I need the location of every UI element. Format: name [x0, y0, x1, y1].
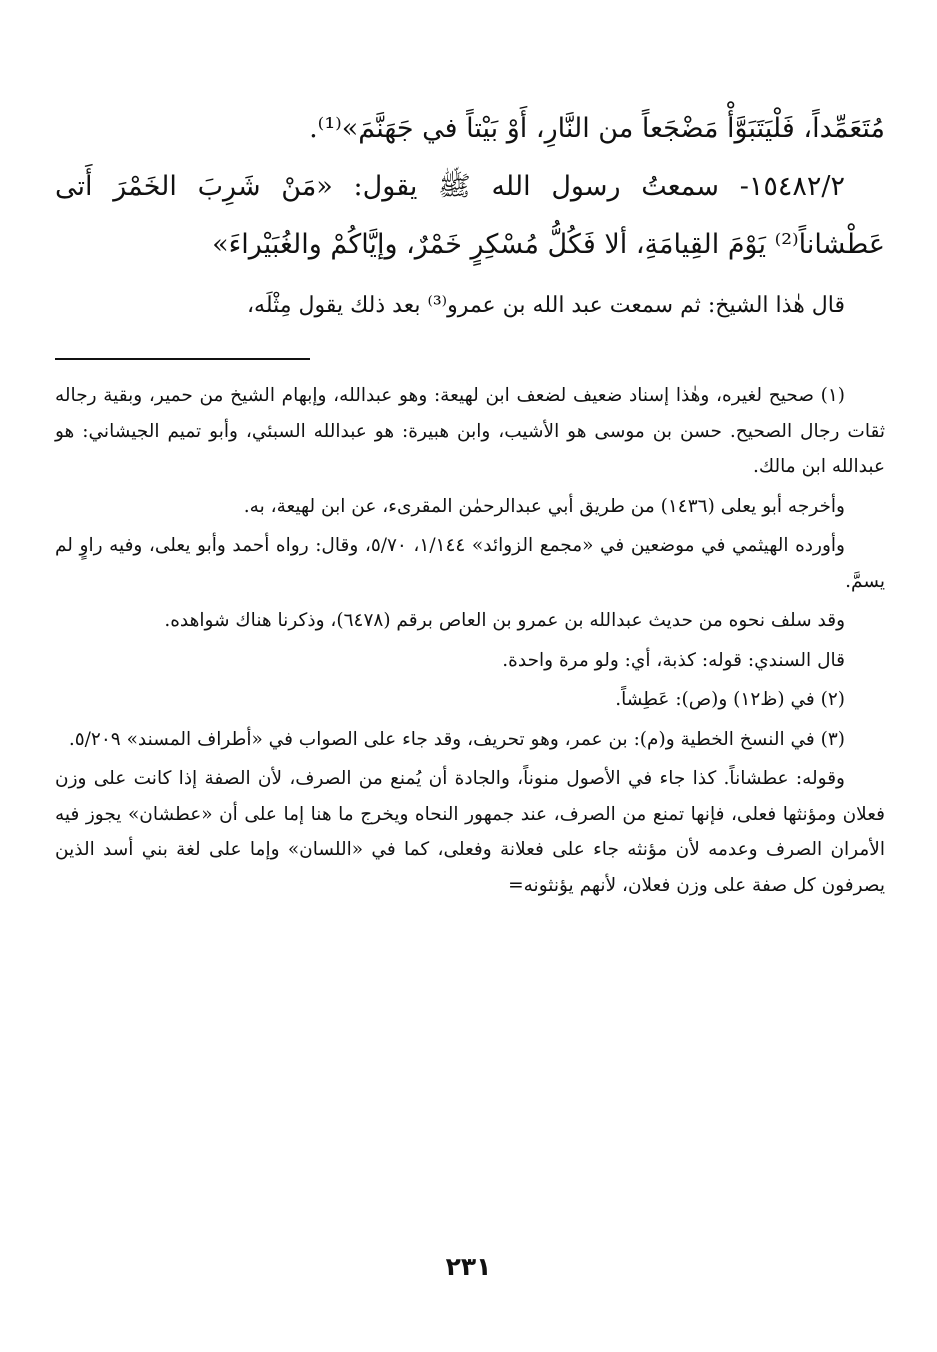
book-page — [55, 100, 885, 907]
footnote-paragraph: وقوله: عطشاناً. كذا جاء في الأصول منوناً، والجادة أن يُمنع من الصرف، لأن الصفة إذا كانت على وزن فعلان ومؤنثها فعلى، فإنها تمنع من الصرف، عند جمهور النحاه ويخرج ما هنا إما على أن «عطشان» يجوز فيه الأمران الصرف وعدمه لأن مؤنثه جاء على فعلانة وفعلى، كما في «اللسان» وإما على لغة بني أسد الذين يصرفون كل صفة على وزن فعلان، لأنهم يؤنثونه= — [55, 768, 885, 896]
footnote-paragraph: قال السندي: قوله: كذبة، أي: ولو مرة واحدة. — [502, 649, 845, 671]
footnotes — [55, 378, 885, 903]
footnote-paragraph: وقد سلف نحوه من حديث عبدالله بن عمرو بن العاص برقم (٦٤٧٨)، وذكرنا هناك شواهده. — [164, 610, 845, 631]
trailing-line: قال هٰذا الشيخ: ثم سمعت عبد الله بن عمرو⁽³⁾ بعد ذلك يقول مِثْلَه، — [246, 293, 845, 318]
footnote-paragraph: (٣) في النسخ الخطية و(م): بن عمر، وهو تحريف، وقد جاء على الصواب في «أطراف المسند» ٥/٢٠٩. — [68, 728, 845, 750]
footnote-separator — [55, 358, 310, 360]
hadith-paragraph: ١٥٤٨٢/٢- سمعتُ رسول الله ﷺ يقول: «مَنْ شَرِبَ الخَمْرَ أَتى عَطْشاناً⁽²⁾ يَوْمَ القِيامَةِ، ألا فَكُلُّ مُسْكِرٍ خَمْرٌ، وإيَّاكُمْ والغُبَيْراءَ» — [55, 171, 885, 260]
main-text — [55, 100, 885, 274]
footnote-paragraph: (٢) في (ظ١٢) و(ص): عَطِشاً. — [615, 689, 845, 710]
main-text-line: مُتَعَمِّداً، فَلْيَتَبَوَّأْ مَضْجَعاً من النَّارِ، أَوْ بَيْتاً في جَهَنَّمَ»⁽¹⁾. — [309, 113, 885, 144]
footnote-paragraph: (١) صحيح لغيره، وهٰذا إسناد ضعيف لضعف ابن لهيعة: وهو عبدالله، وإبهام الشيخ من حمير، وبقية رجاله ثقات رجال الصحيح. حسن بن موسى هو الأشيب، وابن هبيرة: هو عبدالله السبئي، وأبو تميم الجيشاني: هو عبدالله ابن مالك. — [55, 385, 885, 477]
footnote-paragraph: وأخرجه أبو يعلى (١٤٣٦) من طريق أبي عبدالرحمٰن المقرىء، عن ابن لهيعة، به. — [243, 495, 845, 517]
page-number: ٢٣١ — [445, 1252, 492, 1281]
footnote-separator-wrap — [55, 326, 885, 378]
footnote-paragraph: وأورده الهيثمي في موضعين في «مجمع الزوائد» ١/١٤٤، ٥/٧٠، وقال: رواه أحمد وأبو يعلى، وفيه راوٍ لم يسمَّ. — [55, 535, 885, 592]
